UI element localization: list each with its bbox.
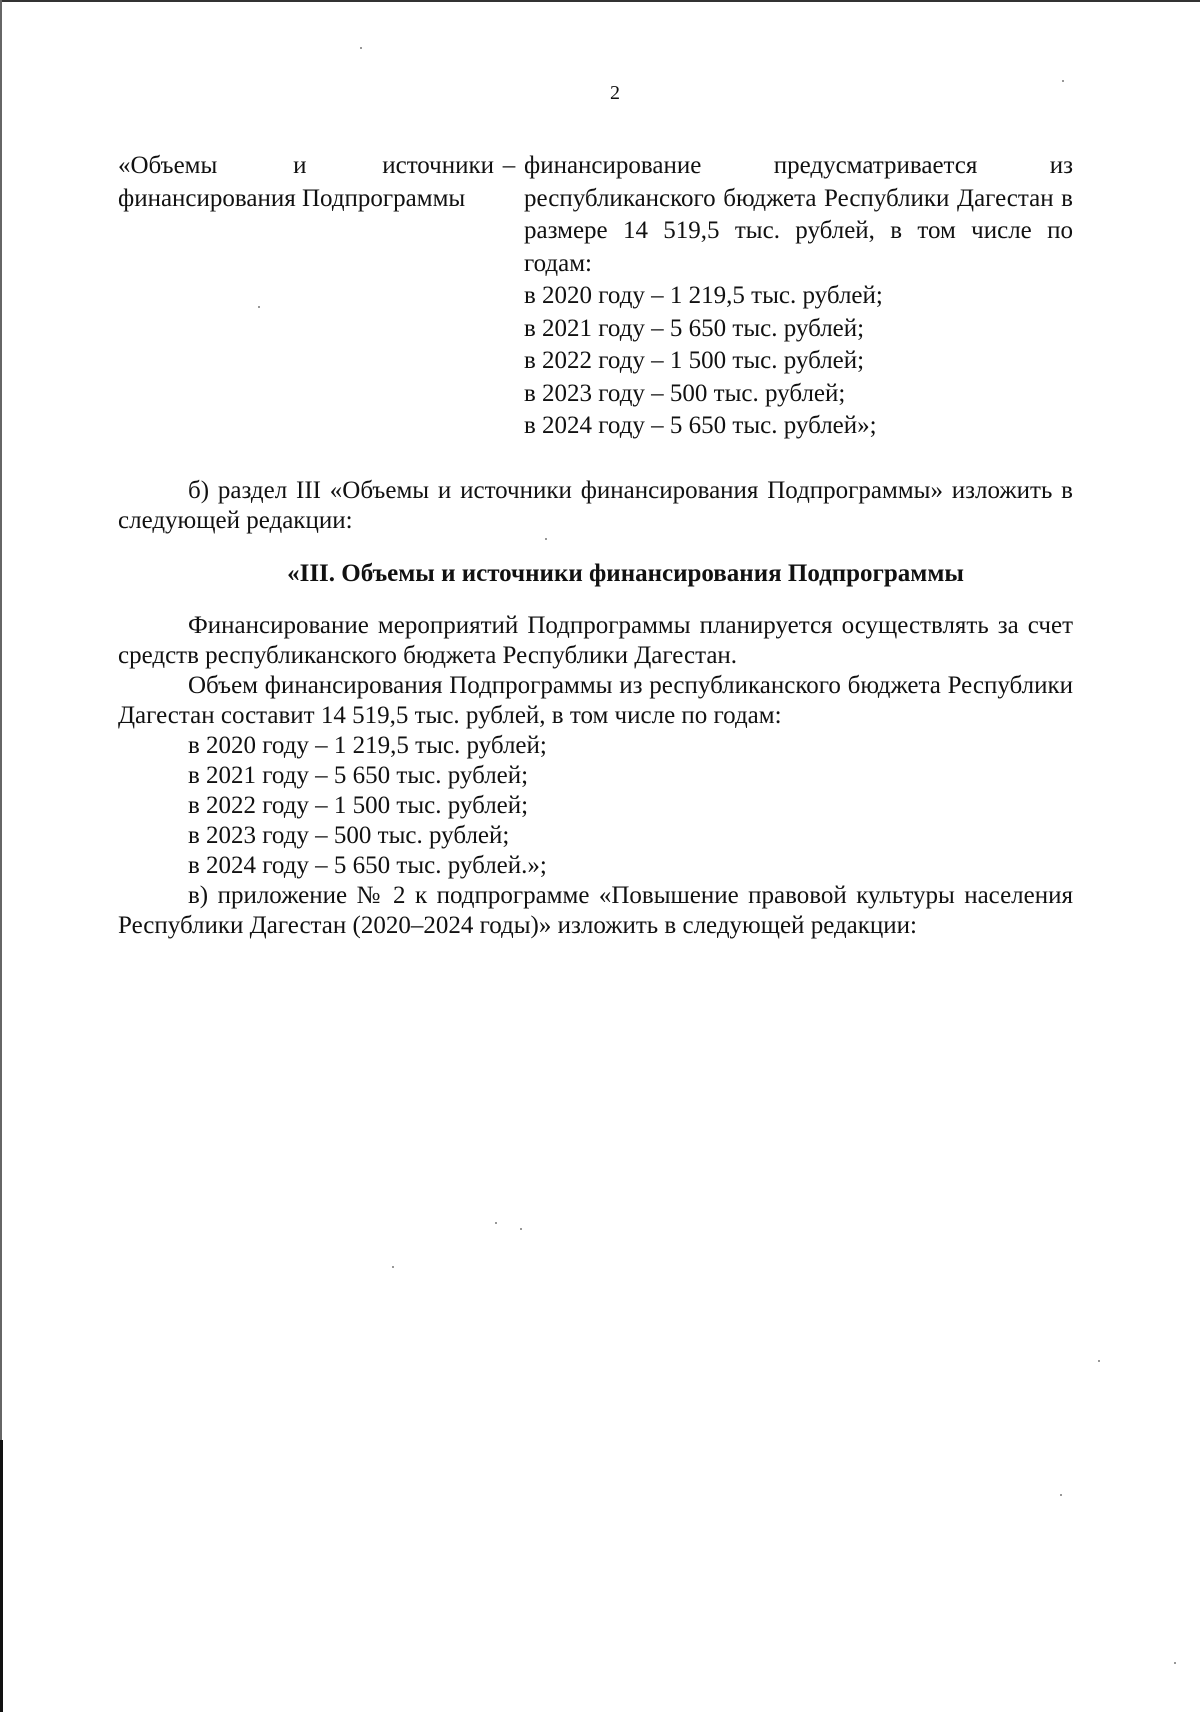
passport-value xyxy=(524,150,1073,443)
scan-speck xyxy=(1060,1494,1062,1496)
section-body xyxy=(118,611,1073,941)
section-paragraph-2: Объем финансирования Подпрограммы из республиканского бюджета Республики Дагестан составит 14 519,5 тыс. рублей, в том числе по годам: xyxy=(118,672,1073,729)
item-b-paragraph: б) раздел III «Объемы и источники финансирования Подпрограммы» изложить в следующей редакции: xyxy=(118,477,1073,534)
passport-year-2023: в 2023 году – 500 тыс. рублей; xyxy=(524,379,846,407)
passport-dash: – xyxy=(502,152,516,179)
scan-edge-left-dark xyxy=(0,1440,3,1712)
section-year-2021: в 2021 году – 5 650 тыс. рублей; xyxy=(188,762,529,789)
section-year-2020: в 2020 году – 1 219,5 тыс. рублей; xyxy=(188,732,547,759)
passport-year-2022: в 2022 году – 1 500 тыс. рублей; xyxy=(524,347,865,374)
passport-year-2024: в 2024 году – 5 650 тыс. рублей»; xyxy=(524,412,877,439)
scan-speck xyxy=(1098,1360,1100,1362)
section-paragraph-1: Финансирование мероприятий Подпрограммы планируется осуществлять за счет средств республиканского бюджета Республики Дагестан. xyxy=(118,612,1073,669)
section-year-2023: в 2023 году – 500 тыс. рублей; xyxy=(188,822,510,849)
section-heading: «III. Объемы и источники финансирования Подпрограммы xyxy=(287,560,964,587)
scan-speck xyxy=(392,1266,394,1268)
scan-speck xyxy=(520,1228,522,1230)
scan-speck xyxy=(1174,1662,1176,1664)
page-number: 2 xyxy=(610,82,620,104)
passport-row xyxy=(118,150,1073,443)
section-year-2022: в 2022 году – 1 500 тыс. рублей; xyxy=(188,792,529,819)
scan-speck xyxy=(495,1222,497,1224)
section-year-2024: в 2024 году – 5 650 тыс. рублей.»; xyxy=(188,852,547,879)
item-b-block xyxy=(118,476,1073,536)
passport-year-2021: в 2021 году – 5 650 тыс. рублей; xyxy=(524,314,865,342)
passport-label: «Объемы и источники финансирования Подпрограммы xyxy=(118,152,494,212)
scan-speck xyxy=(1062,80,1064,82)
passport-year-2020: в 2020 году – 1 219,5 тыс. рублей; xyxy=(524,282,883,309)
passport-lead: финансирование предусматривается из республиканского бюджета Республики Дагестан в размере 14 519,5 тыс. рублей, в том числе по годам: xyxy=(524,152,1073,277)
item-v-paragraph: в) приложение № 2 к подпрограмме «Повышение правовой культуры населения Республики Дагестан (2020–2024 годы)» изложить в следующей редакции: xyxy=(118,882,1073,939)
scan-speck xyxy=(258,306,260,308)
scan-edge-top xyxy=(0,0,1200,2)
scan-speck xyxy=(360,47,362,49)
scan-speck xyxy=(545,538,547,540)
